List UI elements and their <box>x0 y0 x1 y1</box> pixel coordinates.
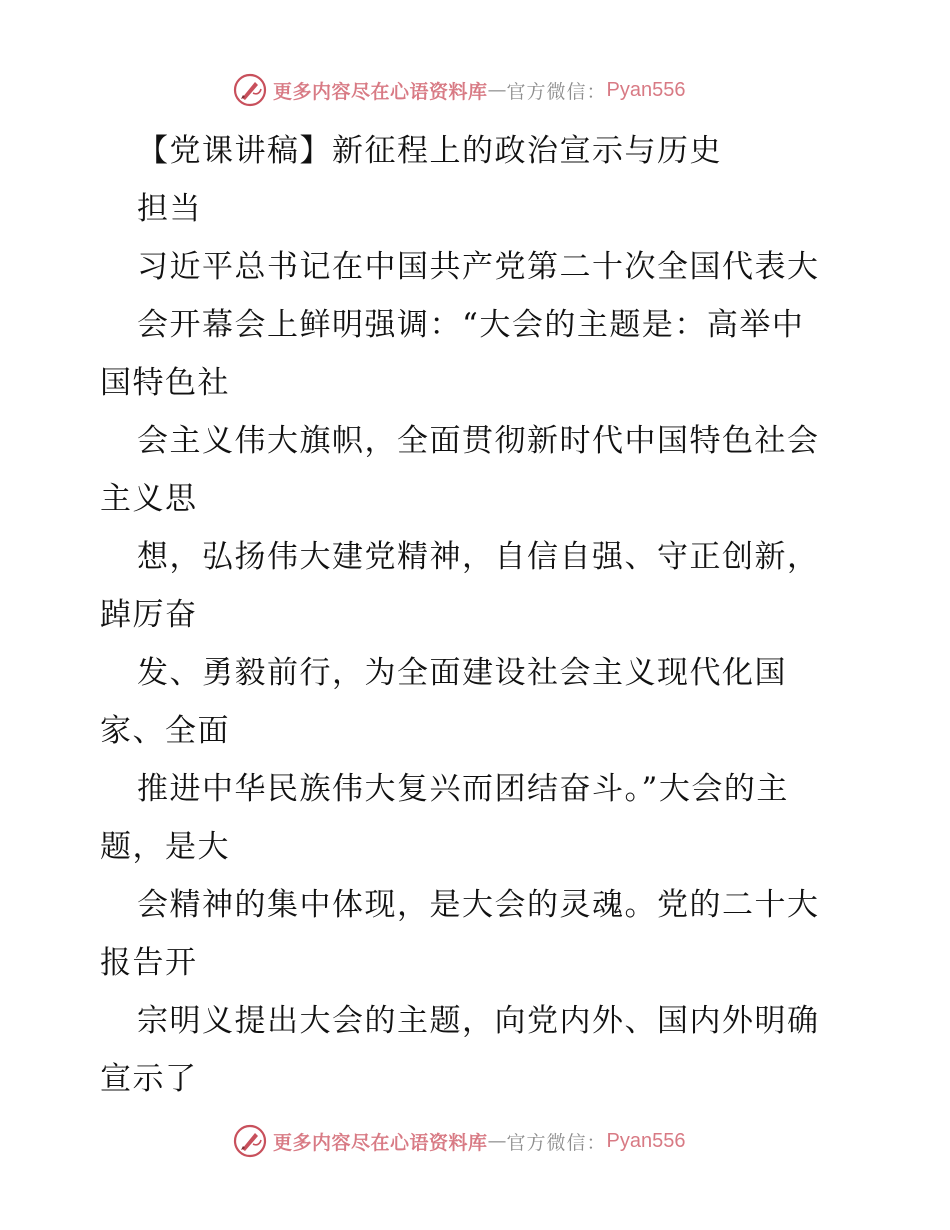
text-line: 国特色社 <box>100 365 230 401</box>
document-body <box>100 122 860 1108</box>
text-line: 会开幕会上鲜明强调：“大会的主题是：高举中 <box>137 307 805 343</box>
text-line: 宣示了 <box>100 1061 198 1097</box>
quill-pen-logo-icon <box>233 1124 267 1158</box>
watermark-site-text: 更多内容尽在心语资料库 <box>273 80 488 103</box>
watermark-wechat-id: Pyan556 <box>606 78 686 101</box>
text-line: 发、勇毅前行，为全面建设社会主义现代化国 <box>137 655 787 691</box>
text-line: 担当 <box>137 191 202 227</box>
footer-watermark <box>233 1121 686 1161</box>
document-title-line: 【党课讲稿】新征程上的政治宣示与历史 <box>137 133 722 169</box>
watermark-wechat-id: Pyan556 <box>606 1129 686 1152</box>
text-line: 推进中华民族伟大复兴而团结奋斗。”大会的主 <box>137 771 789 807</box>
text-line: 家、全面 <box>100 713 230 749</box>
quill-pen-logo-icon <box>233 73 267 107</box>
watermark-wechat-label: 官方微信： <box>506 80 607 103</box>
text-line: 踔厉奋 <box>100 597 198 633</box>
text-line: 报告开 <box>100 945 198 981</box>
text-line: 宗明义提出大会的主题，向党内外、国内外明确 <box>137 1003 820 1039</box>
text-line: 主义思 <box>100 481 198 517</box>
watermark-wechat-label: 官方微信： <box>506 1131 607 1154</box>
text-line: 想，弘扬伟大建党精神，自信自强、守正创新， <box>137 539 820 575</box>
header-watermark <box>233 70 686 110</box>
watermark-dash: — <box>487 79 507 101</box>
text-line: 会精神的集中体现，是大会的灵魂。党的二十大 <box>137 887 820 923</box>
watermark-dash: — <box>487 1130 507 1152</box>
text-line: 题，是大 <box>100 829 230 865</box>
text-line: 会主义伟大旗帜，全面贯彻新时代中国特色社会 <box>137 423 820 459</box>
text-line: 习近平总书记在中国共产党第二十次全国代表大 <box>137 249 820 285</box>
watermark-site-text: 更多内容尽在心语资料库 <box>273 1131 488 1154</box>
